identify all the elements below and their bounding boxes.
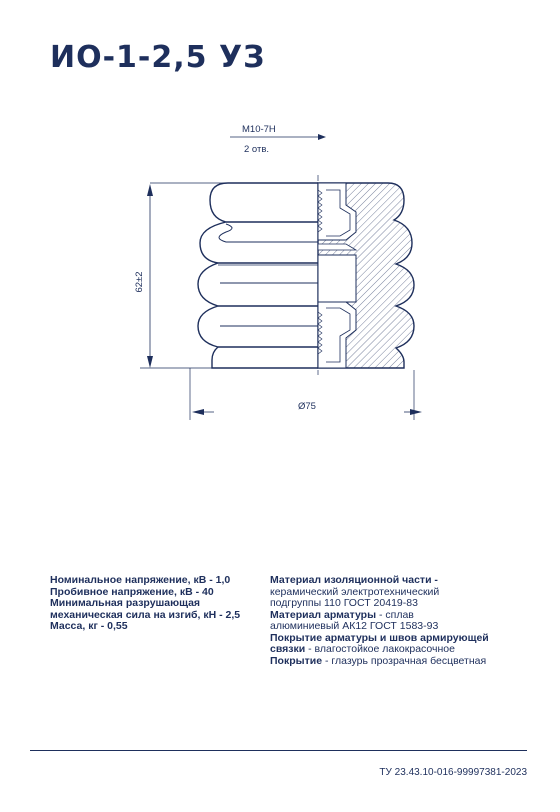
specs-electrical (50, 575, 265, 633)
product-title: ИО-1-2,5 УЗ (50, 40, 266, 75)
coating-value: - влагостойкое лакокрасочное (305, 643, 455, 655)
fittings-material-value-2: алюминиевый АК12 ГОСТ 1583-93 (270, 620, 439, 632)
coating-label-1: Покрытие арматуры и швов армирующей (270, 631, 489, 644)
thread-callout (230, 124, 326, 155)
insulation-material-value-2: подгруппы 110 ГОСТ 20419-83 (270, 597, 418, 609)
spec-rated-voltage: Номинальное напряжение, кВ - 1,0 (50, 574, 231, 586)
insulator-outer-profile (198, 183, 318, 368)
glaze-label: Покрытие (270, 654, 323, 667)
height-dim-label: 62±2 (134, 271, 145, 293)
spec-bending-force-label: Минимальная разрушающая (50, 597, 201, 609)
insulation-material-label: Материал изоляционной части - (270, 574, 438, 586)
fittings-material-value-1: - сплав (376, 608, 414, 621)
insulation-material-value-1: керамический электротехнический (270, 585, 440, 598)
spec-mass: Масса, кг - 0,55 (50, 620, 128, 632)
fittings-material-label: Материал арматуры (270, 608, 377, 621)
spec-breakdown-voltage: Пробивное напряжение, кВ - 40 (50, 585, 214, 598)
diameter-dimension (190, 368, 422, 420)
diameter-dim-label: Ø75 (298, 401, 316, 412)
holes-label: 2 отв. (244, 144, 270, 155)
insulator-section (318, 183, 414, 368)
glaze-value: - глазурь прозрачная бесцветная (322, 654, 487, 667)
thread-label: M10-7H (242, 124, 276, 135)
spec-bending-force: механическая сила на изгиб, кН - 2,5 (50, 608, 241, 621)
specs-materials (270, 575, 540, 667)
footer-divider (30, 750, 527, 751)
coating-label-2: связки (270, 643, 306, 655)
spec-reference: ТУ 23.43.10-016-99997381-2023 (379, 767, 527, 778)
